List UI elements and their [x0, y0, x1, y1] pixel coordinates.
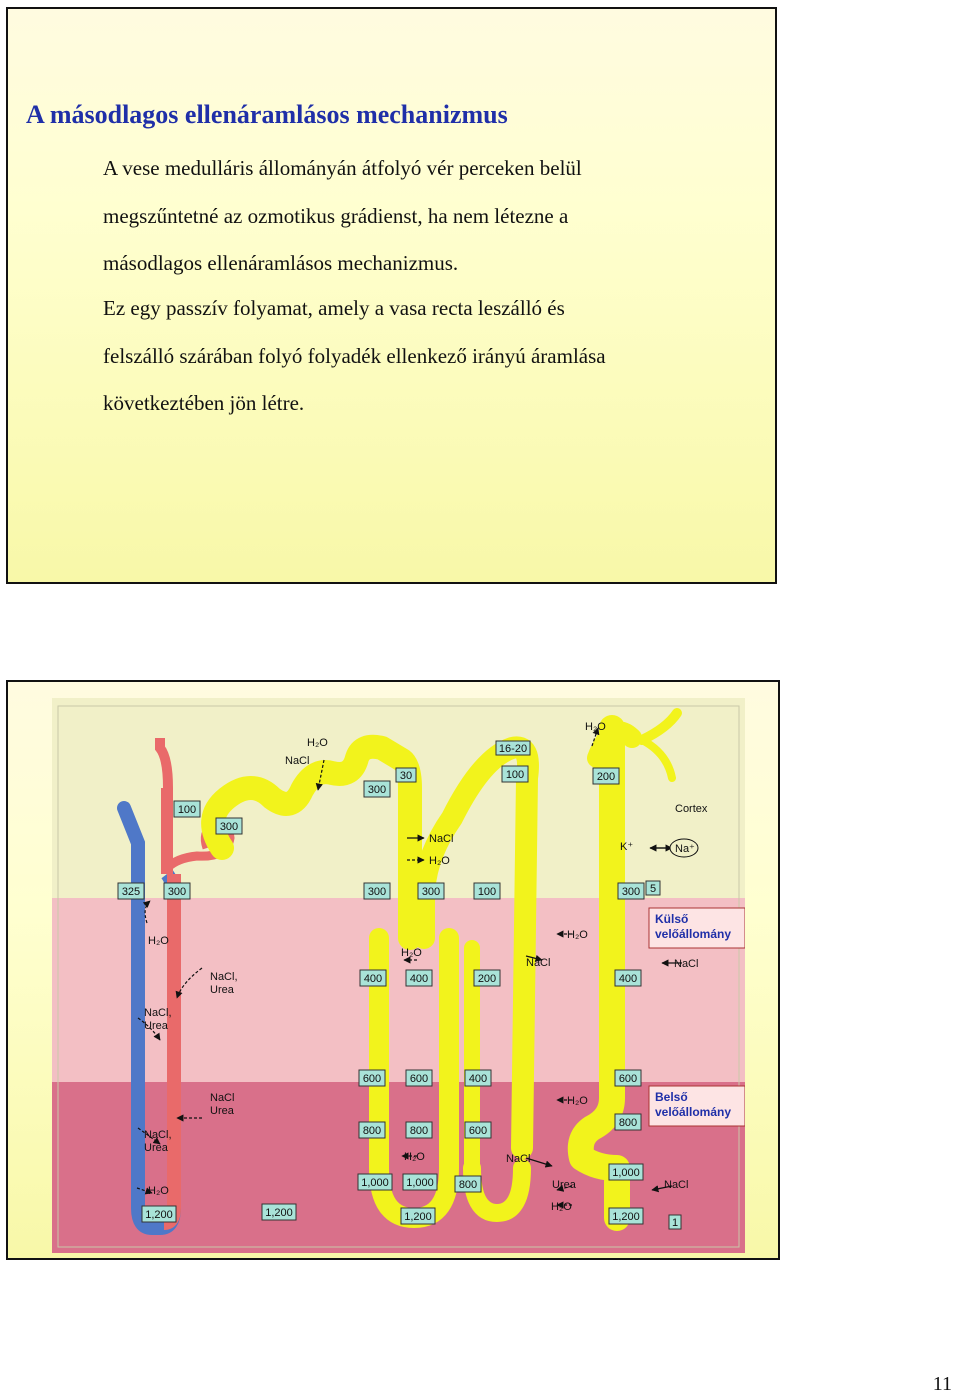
- value-300: 300: [621, 886, 641, 898]
- h2o-label: H₂O: [585, 721, 606, 733]
- nacl-urea-label: NaCl,: [210, 971, 238, 983]
- urea-label: Urea: [210, 984, 234, 996]
- value-800: 800: [362, 1125, 382, 1137]
- slide-figure-panel: [6, 680, 780, 1260]
- page-number: 11: [932, 1373, 952, 1395]
- value-600: 600: [409, 1073, 429, 1085]
- value-600: 600: [468, 1125, 488, 1137]
- potassium-label: K⁺: [620, 841, 634, 853]
- value-1200: 1,200: [404, 1211, 432, 1223]
- h2o-label: H₂O: [429, 855, 450, 867]
- paragraph-2: [103, 285, 606, 428]
- value-1000: 1,000: [361, 1177, 389, 1189]
- h2o-label: H₂O: [404, 1151, 425, 1163]
- nacl-label: NaCl: [526, 957, 551, 969]
- value-800: 800: [618, 1117, 638, 1129]
- value-300: 300: [421, 886, 441, 898]
- value-5: 5: [649, 883, 657, 895]
- value-1000: 1,000: [406, 1177, 434, 1189]
- value-100: 100: [505, 769, 525, 781]
- value-600: 600: [618, 1073, 638, 1085]
- h2o-label: H₂O: [307, 737, 328, 749]
- value-800: 800: [458, 1179, 478, 1191]
- paragraph-2-line-1: Ez egy passzív folyamat, amely a vasa recta leszálló és: [103, 296, 565, 320]
- value-400: 400: [409, 973, 429, 985]
- value-1200: 1,200: [265, 1207, 293, 1219]
- value-200: 200: [596, 771, 616, 783]
- h2o-label: H₂O: [567, 1095, 588, 1107]
- value-1000: 1,000: [612, 1167, 640, 1179]
- vasa-recta-diagram: [52, 698, 745, 1253]
- value-1200: 1,200: [612, 1211, 640, 1223]
- nacl-label: NaCl: [674, 958, 699, 970]
- slide-title: A másodlagos ellenáramlásos mechanizmus: [26, 100, 508, 129]
- paragraph-2-line-2: felszálló szárában folyó folyadék ellenkező irányú áramlása: [103, 343, 606, 368]
- h2o-label: H₂O: [567, 929, 588, 941]
- h2o-label: H₂O: [551, 1201, 572, 1213]
- value-300: 300: [167, 886, 187, 898]
- nacl-label: NaCl: [285, 755, 310, 767]
- outer-medulla-label-box: [649, 908, 745, 948]
- value-300: 300: [367, 886, 387, 898]
- urea-label: Urea: [144, 1142, 168, 1154]
- value-16-20: 16-20: [498, 743, 528, 755]
- outer-medulla-label-line2: velőállomány: [655, 927, 732, 941]
- value-300: 300: [219, 821, 239, 833]
- nacl-label: NaCl: [664, 1179, 689, 1191]
- h2o-label: H₂O: [401, 947, 422, 959]
- inner-medulla-label-line2: velőállomány: [655, 1105, 732, 1119]
- urea-label: Urea: [144, 1020, 168, 1032]
- nacl-label: NaCl: [429, 833, 454, 845]
- outer-medulla-label-line1: Külső: [655, 912, 689, 926]
- h2o-label: H₂O: [148, 1185, 169, 1197]
- value-400: 400: [468, 1073, 488, 1085]
- cortex-label: Cortex: [675, 803, 708, 815]
- sodium-label: Na⁺: [675, 843, 695, 855]
- value-400: 400: [618, 973, 638, 985]
- value-30: 30: [399, 770, 413, 782]
- paragraph-1: [103, 145, 582, 288]
- nacl-urea-label: NaCl,: [144, 1129, 172, 1141]
- value-400: 400: [363, 973, 383, 985]
- nacl-label: NaCl: [210, 1092, 235, 1104]
- value-100: 100: [477, 886, 497, 898]
- inner-medulla-label-box: [649, 1086, 745, 1126]
- paragraph-1-line-3: másodlagos ellenáramlásos mechanizmus.: [103, 251, 459, 275]
- value-300: 300: [367, 784, 387, 796]
- h2o-label: H₂O: [148, 935, 169, 947]
- value-600: 600: [362, 1073, 382, 1085]
- value-100: 100: [177, 804, 197, 816]
- nacl-label: NaCl: [506, 1153, 531, 1165]
- paragraph-2-line-3: következtében jön létre.: [103, 391, 305, 415]
- paragraph-1-line-2: megszűntetné az ozmotikus grádienst, ha nem létezne a: [103, 203, 569, 228]
- value-1200: 1,200: [145, 1209, 173, 1221]
- urea-label: Urea: [210, 1105, 234, 1117]
- value-800: 800: [409, 1125, 429, 1137]
- urea-label: Urea: [552, 1179, 576, 1191]
- value-1: 1: [671, 1217, 679, 1229]
- inner-medulla-label-line1: Belső: [655, 1090, 688, 1104]
- value-325: 325: [121, 886, 141, 898]
- nacl-urea-label: NaCl,: [144, 1007, 172, 1019]
- paragraph-1-line-1: A vese medulláris állományán átfolyó vér perceken belül: [103, 156, 582, 180]
- value-200: 200: [477, 973, 497, 985]
